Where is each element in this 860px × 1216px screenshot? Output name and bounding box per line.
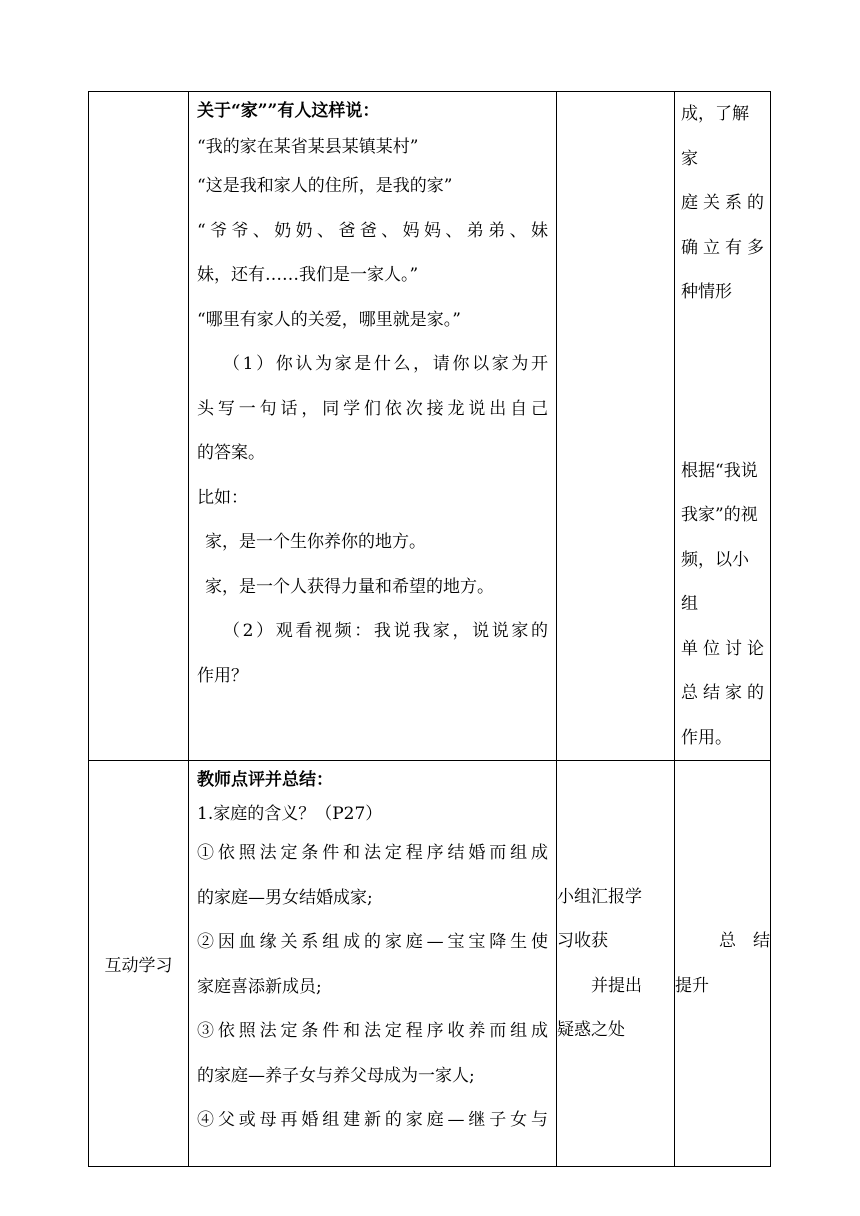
- list-item: ①依照法定条件和法定程序结婚而组成: [197, 843, 548, 863]
- student-line: 习收获: [557, 931, 608, 951]
- table-row: [89, 92, 771, 761]
- stage-label: 互动学习: [89, 761, 189, 1167]
- quote-line: “我的家在某省某县某镇某村”: [197, 137, 419, 157]
- list-item: ③依照法定条件和法定程序收养而组成: [197, 1021, 548, 1041]
- quote-line: “爷爷、奶奶、爸爸、妈妈、弟弟、妹: [197, 220, 548, 241]
- example-label: 比如：: [197, 487, 248, 508]
- activity-cell: [189, 92, 557, 761]
- student-activity-cell: [557, 92, 675, 761]
- student-line: 疑惑之处: [557, 1020, 625, 1040]
- quote-line: “这是我和家人的住所，是我的家”: [197, 176, 453, 196]
- list-item: 家庭喜添新成员;: [197, 976, 322, 997]
- list-item: 1.家庭的含义？（P27）: [197, 804, 383, 824]
- intent-line: 单位讨论: [681, 638, 764, 659]
- question-line: （1）你认为家是什么，请你以家为开: [223, 354, 548, 374]
- question-line: 作用？: [197, 665, 248, 686]
- quote-line: 妹，还有……我们是一家人。”: [197, 265, 419, 285]
- intent-line: 成，了解家: [681, 104, 749, 169]
- student-line: 并提出: [591, 975, 642, 996]
- lesson-plan-table: [88, 91, 771, 1167]
- example-line: 家，是一个生你养你的地方。: [205, 532, 426, 552]
- stage-cell: [89, 92, 189, 761]
- intent-line: 庭关系的: [681, 193, 764, 213]
- intent-line: 种情形: [681, 282, 732, 302]
- list-item: ②因血缘关系组成的家庭—宝宝降生使: [197, 932, 548, 952]
- table-row: [89, 761, 771, 1167]
- intent-line: 根据“我说: [681, 460, 758, 481]
- intent-line: 作用。: [681, 727, 732, 748]
- intent-line: 我家”的视: [681, 505, 758, 525]
- intent-line: 确立有多: [681, 237, 764, 258]
- design-intent-cell: [675, 761, 771, 1167]
- intent-line: 频，以小组: [681, 549, 749, 614]
- question-line: 的答案。: [197, 443, 265, 463]
- section-heading: 关于“家””有人这样说：: [197, 101, 380, 121]
- design-intent-cell: [675, 92, 771, 761]
- intent-line: 提升: [675, 975, 709, 996]
- question-line: （2）观看视频：我说我家，说说家的: [223, 621, 548, 641]
- student-activity-cell: [557, 761, 675, 1167]
- student-line: 小组汇报学: [557, 886, 642, 907]
- list-item: 的家庭—养子女与养父母成为一家人;: [197, 1065, 475, 1086]
- section-heading: 教师点评并总结：: [197, 770, 333, 790]
- activity-cell: [189, 761, 557, 1167]
- intent-line: 总 结: [719, 931, 770, 951]
- list-item: 的家庭—男女结婚成家;: [197, 887, 373, 908]
- quote-line: “哪里有家人的关爱，哪里就是家。”: [197, 309, 461, 330]
- example-line: 家，是一个人获得力量和希望的地方。: [205, 576, 494, 597]
- intent-line: 总结家的: [681, 683, 764, 703]
- question-line: 头写一句话，同学们依次接龙说出自己: [197, 398, 548, 419]
- list-item: ④父或母再婚组建新的家庭—继子女与: [197, 1110, 548, 1130]
